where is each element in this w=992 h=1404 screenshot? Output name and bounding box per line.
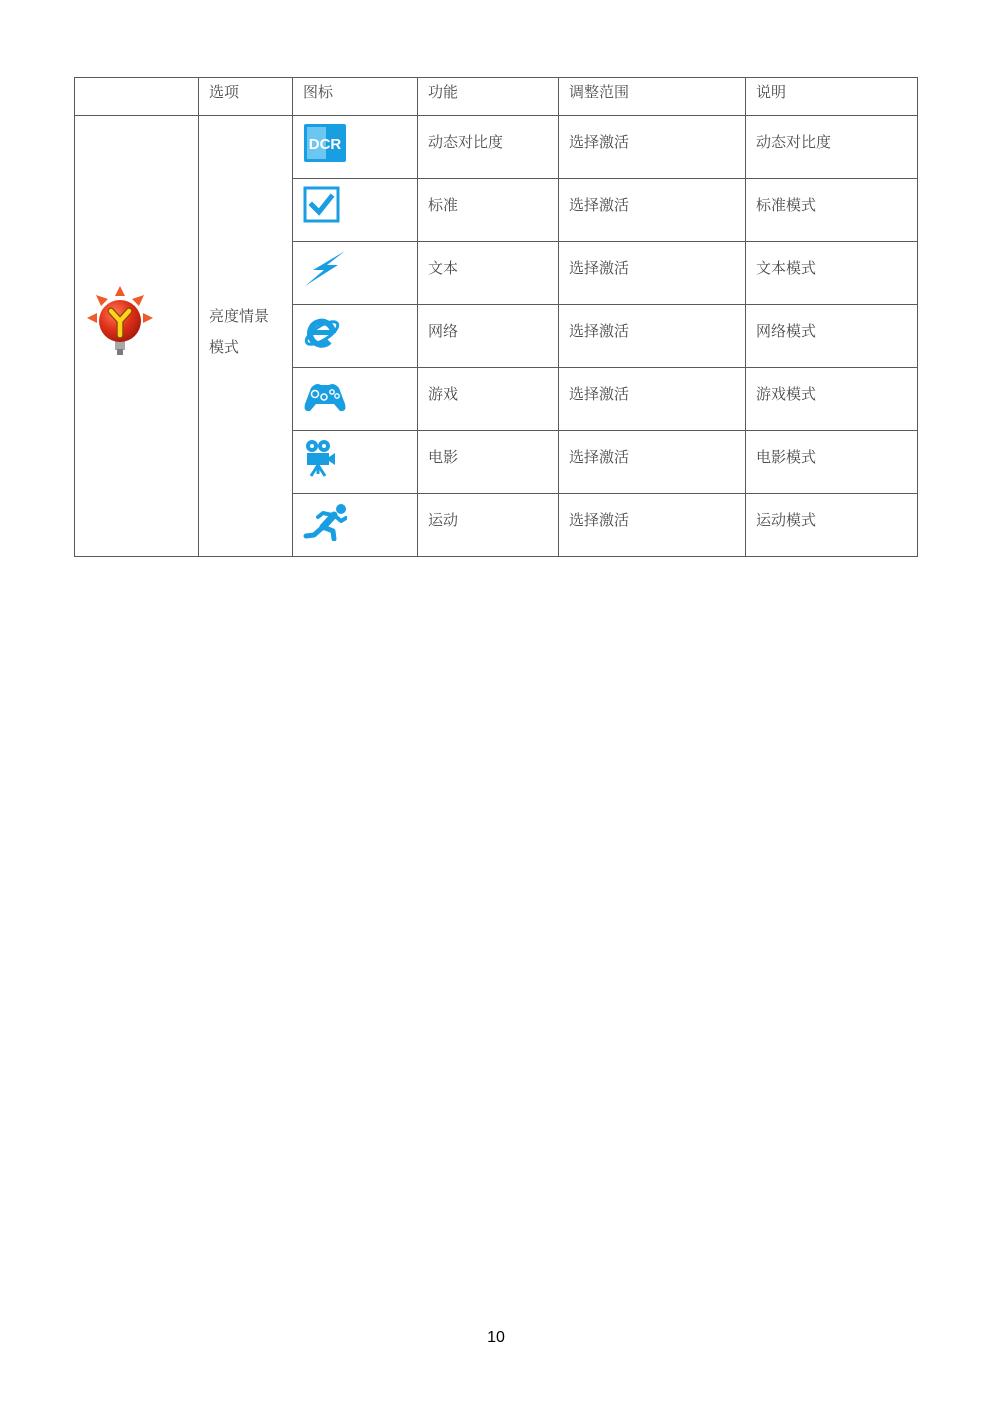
header-range: 调整范围 <box>559 78 746 116</box>
table-cell-description: 运动模式 <box>746 494 918 557</box>
table-cell-description: 动态对比度 <box>746 116 918 179</box>
table-header-row <box>75 78 918 116</box>
table-cell-function: 动态对比度 <box>418 116 559 179</box>
table-cell-function: 标准 <box>418 179 559 242</box>
option-label: 亮度情景模式 <box>209 307 270 356</box>
icon-cell <box>293 305 418 368</box>
header-icon: 图标 <box>293 78 418 116</box>
icon-cell <box>293 116 418 179</box>
brightness-bulb-icon <box>87 286 153 356</box>
table-cell-function: 网络 <box>418 305 559 368</box>
table-cell-range: 选择激活 <box>559 431 746 494</box>
header-blank-cell <box>75 78 199 116</box>
table-cell-range: 选择激活 <box>559 116 746 179</box>
table-cell-description: 电影模式 <box>746 431 918 494</box>
internet-explorer-icon <box>303 312 347 352</box>
header-option: 选项 <box>199 78 293 116</box>
table-cell-range: 选择激活 <box>559 368 746 431</box>
lightning-icon <box>303 249 347 289</box>
header-description: 说明 <box>746 78 918 116</box>
table-cell-function: 电影 <box>418 431 559 494</box>
icon-cell <box>293 368 418 431</box>
header-function: 功能 <box>418 78 559 116</box>
table-cell-function: 运动 <box>418 494 559 557</box>
brightness-mode-table <box>74 77 918 557</box>
table-cell-description: 文本模式 <box>746 242 918 305</box>
option-cell <box>199 116 293 557</box>
table-cell-range: 选择激活 <box>559 242 746 305</box>
table-cell-description: 标准模式 <box>746 179 918 242</box>
group-icon-cell <box>75 116 199 557</box>
table-cell-function: 游戏 <box>418 368 559 431</box>
checkbox-checked-icon <box>303 186 347 226</box>
icon-cell <box>293 431 418 494</box>
table-row <box>75 116 918 179</box>
table-cell-description: 网络模式 <box>746 305 918 368</box>
table-cell-description: 游戏模式 <box>746 368 918 431</box>
game-controller-icon <box>303 375 347 415</box>
icon-cell <box>293 242 418 305</box>
table-cell-range: 选择激活 <box>559 179 746 242</box>
movie-camera-icon <box>303 438 347 478</box>
icon-cell <box>293 494 418 557</box>
page-number: 10 <box>487 1329 505 1346</box>
runner-icon <box>303 501 347 541</box>
table-cell-range: 选择激活 <box>559 305 746 368</box>
table-cell-range: 选择激活 <box>559 494 746 557</box>
icon-cell <box>293 179 418 242</box>
dcr-icon-text: DCR <box>308 136 342 153</box>
dcr-icon <box>303 123 347 163</box>
table-cell-function: 文本 <box>418 242 559 305</box>
